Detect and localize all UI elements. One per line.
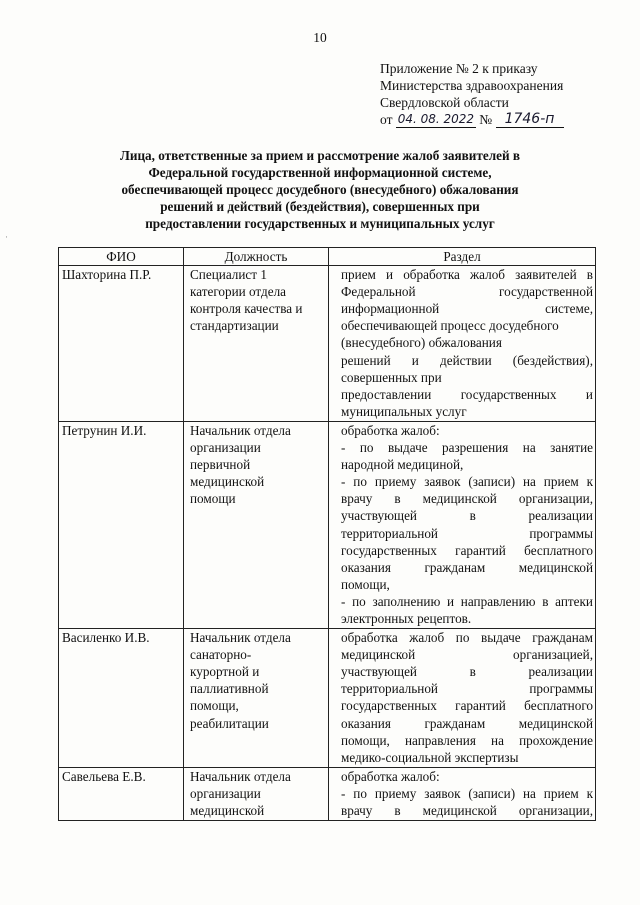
title-line: обеспечивающей процесс досудебного (внесудебного) обжалования xyxy=(121,182,519,197)
title-line: предоставлении государственных и муниципальных услуг xyxy=(145,216,495,231)
appendix-date-line xyxy=(380,111,630,128)
document-title xyxy=(55,147,585,232)
section-line: (внесудебного) обжалования xyxy=(341,335,502,351)
section-line: оказания гражданам медицинской xyxy=(341,559,593,575)
section-line: врачу в медицинской организации, xyxy=(341,491,593,507)
section-line: территориальной программы xyxy=(341,681,593,697)
section-line: врачу в медицинской организации, xyxy=(341,803,593,818)
appendix-line-1: Приложение № 2 к приказу xyxy=(380,61,538,76)
section-line: территориальной программы xyxy=(341,525,593,541)
section-line: информационной системе, xyxy=(341,301,593,317)
position-line: Специалист 1 xyxy=(190,267,267,283)
section-line: государственных гарантий бесплатного xyxy=(341,542,593,558)
number-prefix: № xyxy=(479,112,493,127)
position-line: Начальник отдела xyxy=(190,768,291,784)
position-line: организации xyxy=(190,785,261,801)
position-line: санаторно- xyxy=(190,647,252,663)
cell-section xyxy=(329,629,596,768)
fio-text: Савельева Е.В. xyxy=(62,768,146,784)
position-line: курортной и xyxy=(190,664,260,680)
cell-section xyxy=(329,767,596,820)
section-line: обработка жалоб: xyxy=(341,422,440,438)
position-line: контроля качества и xyxy=(190,301,303,317)
position-line: паллиативной xyxy=(190,681,269,697)
cell-section xyxy=(329,266,596,422)
section-line: помощи, направления на прохождение xyxy=(341,732,593,748)
cell-fio xyxy=(59,266,184,422)
fio-text: Шахторина П.Р. xyxy=(62,267,152,283)
cell-section xyxy=(329,421,596,628)
position-line: Начальник отдела xyxy=(190,422,291,438)
section-line: электронных рецептов. xyxy=(341,610,472,626)
section-line: прием и обработка жалоб заявителей в xyxy=(341,267,593,283)
section-line: предоставлении государственных и xyxy=(341,386,593,402)
section-line: медицинской организацией, xyxy=(341,647,593,663)
section-line: народной медициной, xyxy=(341,457,464,473)
section-line: муниципальных услуг xyxy=(341,403,467,419)
table-row xyxy=(59,629,596,768)
fio-text: Петрунин И.И. xyxy=(62,422,147,438)
table-header-row xyxy=(59,248,596,266)
cell-fio xyxy=(59,767,184,820)
cell-fio xyxy=(59,629,184,768)
position-line: медицинской xyxy=(190,803,265,818)
header-position: Должность xyxy=(184,248,329,266)
appendix-block xyxy=(380,60,630,128)
order-number: 1746-п xyxy=(504,111,555,127)
section-line: обработка жалоб по выдаче гражданам xyxy=(341,630,593,646)
position-line: реабилитации xyxy=(190,715,269,731)
position-line: первичной xyxy=(190,457,251,473)
appendix-line-2: Министерства здравоохранения xyxy=(380,78,564,93)
section-line: оказания гражданам медицинской xyxy=(341,715,593,731)
page-number: 10 xyxy=(313,30,327,45)
position-line: помощи, xyxy=(190,698,239,714)
margin-mark: · xyxy=(5,232,8,242)
cell-fio xyxy=(59,421,184,628)
table-row xyxy=(59,266,596,422)
date-prefix: от xyxy=(380,112,393,127)
position-line: стандартизации xyxy=(190,318,279,334)
fio-text: Василенко И.В. xyxy=(62,630,150,646)
responsibles-table xyxy=(58,247,596,821)
title-line: Лица, ответственные за прием и рассмотрение жалоб заявителей в xyxy=(120,148,520,163)
cell-position xyxy=(184,767,329,820)
section-line: обработка жалоб: xyxy=(341,768,440,784)
section-line: решений и действии (бездействия), xyxy=(341,352,593,368)
date-value: 04. 08. 2022 xyxy=(397,112,475,126)
section-line: обеспечивающей процесс досудебного xyxy=(341,318,559,334)
header-fio: ФИО xyxy=(59,248,184,266)
position-line: организации xyxy=(190,440,261,456)
section-line: государственных гарантий бесплатного xyxy=(341,698,593,714)
position-line: помощи xyxy=(190,491,236,507)
section-line: - по приему заявок (записи) на прием к xyxy=(341,474,593,490)
cell-position xyxy=(184,629,329,768)
section-line: помощи, xyxy=(341,576,390,592)
section-line: совершенных при xyxy=(341,369,442,385)
table-row xyxy=(59,767,596,820)
appendix-line-3: Свердловской области xyxy=(380,95,509,110)
table-row xyxy=(59,421,596,628)
section-line: медико-социальной экспертизы xyxy=(341,749,519,765)
section-line: - по заполнению и направлению в аптеки xyxy=(341,593,593,609)
cell-position xyxy=(184,266,329,422)
position-line: медицинской xyxy=(190,474,265,490)
section-line: - по приему заявок (записи) на прием к xyxy=(341,785,593,801)
section-line: участвующей в реализации xyxy=(341,664,593,680)
header-section: Раздел xyxy=(329,248,596,266)
section-line: - по выдаче разрешения на занятие xyxy=(341,440,593,456)
section-line: участвующей в реализации xyxy=(341,508,593,524)
section-line: Федеральной государственной xyxy=(341,284,593,300)
cell-position xyxy=(184,421,329,628)
position-line: категории отдела xyxy=(190,284,287,300)
title-line: решений и действий (бездействия), совершенных при xyxy=(160,199,480,214)
position-line: Начальник отдела xyxy=(190,630,291,646)
title-line: Федеральной государственной информационной системе, xyxy=(148,165,492,180)
